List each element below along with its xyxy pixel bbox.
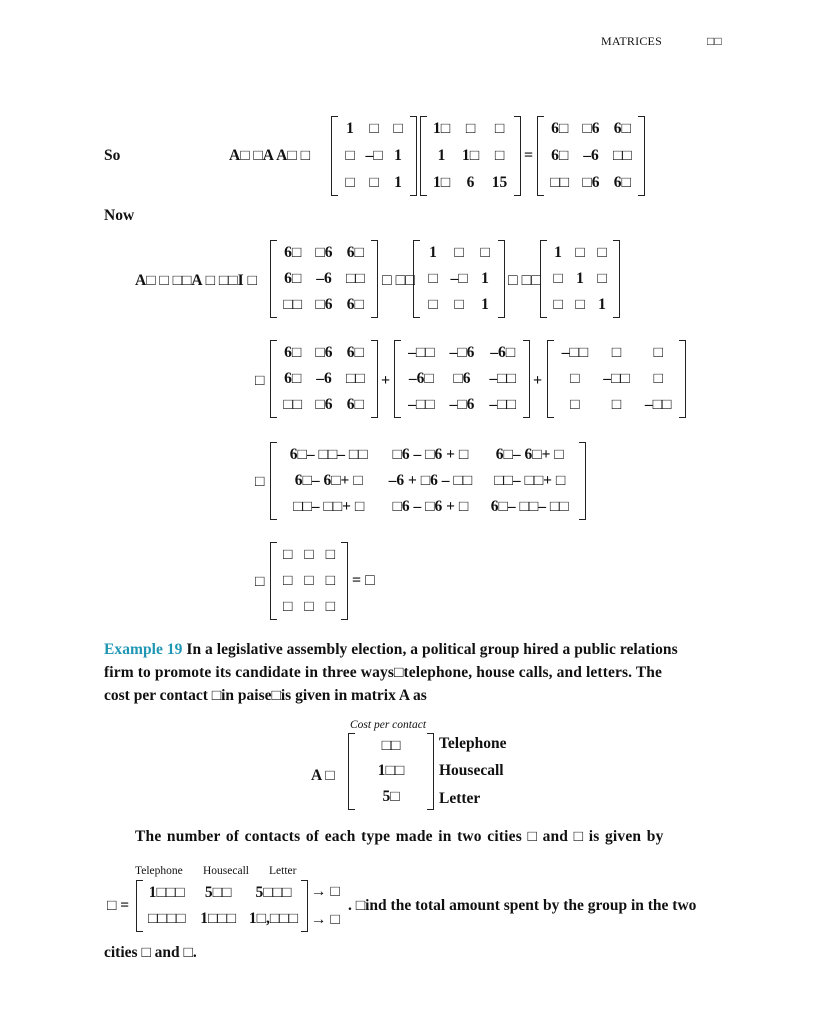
cost-matrix (348, 733, 434, 810)
matrix-cell: □□ (345, 370, 365, 387)
matrix-cell: □ (304, 598, 314, 615)
matrix-cell: 1 (346, 120, 354, 138)
matrix-cell: 6□– 6□+ □ (495, 446, 564, 463)
block2-matrix-2 (413, 240, 505, 318)
cost-matrix-lhs: A □ (311, 767, 335, 784)
matrix-cell: –6 (316, 370, 332, 387)
example-line-1 (104, 641, 678, 659)
matrix-cell: –□□ (603, 370, 630, 387)
matrix-cell: 1 (576, 270, 584, 287)
block3-lhs: □ (255, 372, 265, 389)
cost-label-housecall: Housecall (439, 762, 504, 779)
matrix-cell: □ (325, 572, 336, 589)
matrix-cell: –□□ (561, 344, 589, 361)
matrix-cell: □□– □□+ □ (293, 498, 365, 515)
matrix-cell: –□□ (408, 396, 435, 413)
matrix-cell: □ (597, 244, 607, 261)
block1-matrix-1 (331, 116, 417, 196)
block3-matrix-3 (547, 340, 686, 418)
matrix-cell: □□□□ (147, 910, 186, 927)
block3-matrix-2 (394, 340, 530, 418)
matrix-cell: 1□□□ (148, 884, 185, 901)
example-line-3: cost per contact □in paise□is given in matrix A as (104, 687, 427, 704)
matrix-cell: □□ (345, 270, 365, 287)
example-label: Example 19 (104, 641, 183, 658)
matrix-cell: 1□ (432, 173, 451, 191)
matrix-cell: □□ (283, 296, 303, 313)
matrix-cell: 1 (554, 244, 562, 261)
contacts-line-1: The number of contacts of each type made in two cities □ and □ is given by (135, 828, 664, 845)
matrix-cell: 6□ (284, 244, 302, 261)
matrix-cell: 1□ (432, 120, 451, 138)
matrix-cell: –6 (316, 270, 332, 287)
matrix-cell: 6□ (613, 173, 631, 191)
matrix-cell: □ (653, 370, 663, 387)
matrix-cell: –□ (365, 146, 383, 164)
block3-matrix-1 (270, 340, 378, 418)
example-line-2: firm to promote its candidate in three ways□telephone, house calls, and letters. The (104, 664, 663, 681)
example-line-1-text: In a legislative assembly election, a political group hired a public relations (182, 641, 678, 658)
matrix-cell: 6□ (613, 120, 631, 138)
matrix-cell: □ (597, 270, 607, 287)
matrix-cell: □ (325, 546, 336, 563)
matrix-cell: –□□ (408, 344, 435, 361)
matrix-cell: □6 – □6 + □ (392, 446, 469, 463)
matrix-cell: □6 (315, 396, 333, 413)
block1-matrix-3 (537, 116, 645, 196)
matrix-cell: □ (611, 344, 622, 361)
matrix-cell: □ (553, 296, 563, 313)
block2-lhs: A□ □ □□A □ □□I □ (135, 272, 257, 289)
matrix-cell: 6□– □□– □□ (289, 446, 368, 463)
cost-label-telephone: Telephone (439, 735, 507, 752)
contacts-header-telephone: Telephone (135, 865, 183, 877)
page-number: □□ (707, 34, 722, 48)
matrix-cell: □ (611, 396, 622, 413)
matrix-cell: □ (369, 173, 379, 191)
matrix-cell: 6□ (284, 344, 302, 361)
matrix-cell: 6□ (346, 296, 364, 313)
matrix-cell: □ (570, 370, 580, 387)
matrix-cell: 6□ (551, 120, 569, 138)
matrix-cell: □6 (315, 296, 333, 313)
matrix-cell: 1 (481, 296, 489, 313)
running-header-title: MATRICES (601, 34, 662, 48)
block5-lhs: □ (255, 573, 265, 590)
matrix-cell: 1 (598, 296, 606, 313)
matrix-cell: □ (325, 598, 336, 615)
matrix-cell: □ (494, 146, 505, 164)
matrix-cell: □ (282, 572, 293, 589)
matrix-cell: –6 + □6 – □□ (388, 472, 473, 489)
matrix-cell: □ (494, 120, 505, 138)
matrix-cell: □□ (283, 396, 303, 413)
matrix-cell: □ (428, 270, 438, 287)
matrix-cell: 6□ (551, 146, 569, 164)
matrix-cell: –□6 (449, 396, 475, 413)
matrix-cell: –6□ (408, 370, 434, 387)
contacts-header-letter: Letter (269, 865, 297, 877)
matrix-cell: □ (345, 146, 355, 164)
matrix-cell: □ (304, 546, 314, 563)
block4-matrix (270, 442, 586, 520)
matrix-cell: □ (653, 344, 663, 361)
matrix-cell: 1□□□ (200, 910, 237, 927)
contacts-header-housecall: Housecall (203, 865, 249, 877)
block3-plus-2: + (533, 372, 543, 389)
cost-value: 5□ (382, 788, 400, 806)
matrix-cell: □6 (582, 120, 600, 138)
matrix-cell: □ (393, 120, 403, 138)
matrix-cell: □ (428, 296, 438, 313)
matrix-cell: □ (282, 598, 293, 615)
matrix-cell: □ (575, 296, 585, 313)
matrix-cell: 1 (429, 244, 437, 261)
matrix-cell: 6□ (284, 370, 302, 387)
block1-lhs: A□ □A A□ □ (229, 147, 310, 164)
block5-matrix (270, 542, 348, 620)
matrix-cell: □6 (315, 344, 333, 361)
matrix-cell: 1 (394, 173, 402, 191)
block2-op-2: □ □□ (508, 272, 541, 289)
block3-plus-1: + (381, 372, 391, 389)
now-label: Now (104, 207, 135, 224)
contacts-matrix (136, 880, 308, 932)
cost-caption: Cost per contact (350, 719, 427, 731)
matrix-cell: –□□ (489, 396, 516, 413)
matrix-cell: 1 (394, 146, 402, 164)
cost-value: □□ (381, 736, 401, 754)
block4-lhs: □ (255, 473, 265, 490)
row-arrow-2: → □ (311, 911, 340, 928)
matrix-cell: □6 – □6 + □ (392, 498, 469, 515)
matrix-cell: □ (282, 546, 293, 563)
cost-value: 1□□ (377, 762, 405, 780)
matrix-cell: □6 (582, 173, 600, 191)
matrix-cell: 1□,□□□ (248, 910, 298, 927)
matrix-cell: □ (575, 244, 585, 261)
matrix-cell: □ (480, 244, 490, 261)
matrix-cell: □□ (550, 173, 570, 191)
block2-matrix-3 (540, 240, 620, 318)
matrix-cell: 6□ (284, 270, 302, 287)
matrix-cell: 6□– 6□+ □ (294, 472, 363, 489)
matrix-cell: 6□ (346, 344, 364, 361)
matrix-cell: –□6 (449, 344, 475, 361)
matrix-cell: 1 (481, 270, 489, 287)
block1-matrix-2 (420, 116, 521, 196)
matrix-cell: 1 (437, 146, 446, 164)
matrix-cell: –□□ (489, 370, 516, 387)
contacts-tail-text: . □ind the total amount spent by the group in the two (348, 897, 697, 914)
matrix-cell: 6 (466, 173, 475, 191)
matrix-cell: □ (553, 270, 563, 287)
block1-equals: = (524, 147, 534, 164)
contacts-matrix-lhs: □ = (107, 897, 130, 914)
matrix-cell: –□ (450, 270, 468, 287)
matrix-cell: □ (369, 120, 379, 138)
matrix-cell: 6□ (346, 396, 364, 413)
block5-rhs: = □ (352, 572, 375, 589)
so-label: So (104, 147, 121, 164)
matrix-cell: 6□ (346, 244, 364, 261)
matrix-cell: □6 (315, 244, 333, 261)
matrix-cell: 5□□ (204, 884, 232, 901)
matrix-cell: 15 (491, 173, 508, 191)
row-arrow-1: → □ (311, 883, 340, 900)
matrix-cell: □□ (612, 146, 632, 164)
matrix-cell: 5□□□ (255, 884, 292, 901)
matrix-cell: □6 (453, 370, 471, 387)
matrix-cell: □ (570, 396, 580, 413)
matrix-cell: 6□– □□– □□ (490, 498, 569, 515)
matrix-cell: –6□ (490, 344, 516, 361)
block2-op-1: □ □□ (382, 272, 415, 289)
matrix-cell: □ (465, 120, 476, 138)
matrix-cell: 1□ (461, 146, 480, 164)
matrix-cell: □ (454, 244, 464, 261)
matrix-cell: □□– □□+ □ (494, 472, 566, 489)
cost-label-letter: Letter (439, 790, 481, 807)
contacts-line-3: cities □ and □. (104, 944, 197, 961)
matrix-cell: □ (304, 572, 314, 589)
matrix-cell: □ (345, 173, 355, 191)
matrix-cell: –6 (583, 146, 599, 164)
matrix-cell: □ (454, 296, 464, 313)
matrix-cell: –□□ (644, 396, 672, 413)
block2-matrix-1 (270, 240, 378, 318)
